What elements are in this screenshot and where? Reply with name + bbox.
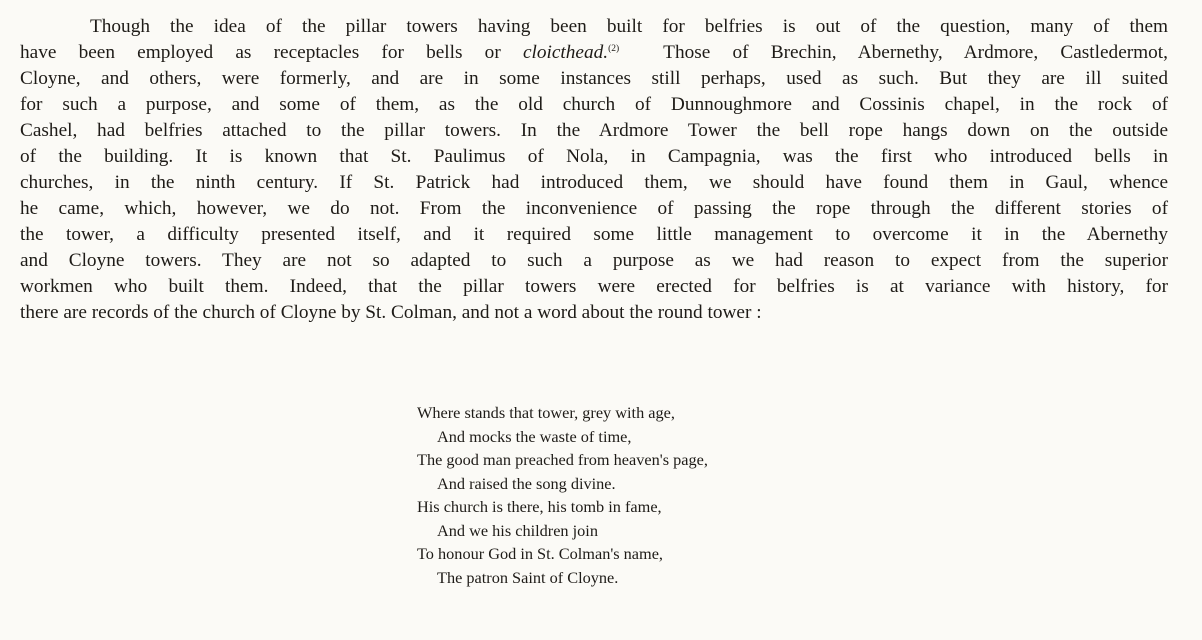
italic-term: cloicthead. [522, 42, 609, 63]
verse-line-4: And raised the song divine. [437, 473, 616, 493]
paragraph-line-2-end: Those of Brechin, Abernethy, Ardmore, Castledermot, [619, 42, 1168, 63]
paragraph-line-7: churches, in the ninth century. If St. Patrick had introduced them, we should have found them in Gaul, whence [20, 172, 1168, 193]
paragraph-line-9: the tower, a difficulty presented itself, and it required some little management to overcome it in the Abernethy [20, 224, 1168, 245]
paragraph-line-1: Though the idea of the pillar towers having been built for belfries is out of the question, many of them [90, 16, 1168, 37]
paragraph-line-5: Cashel, had belfries attached to the pillar towers. In the Ardmore Tower the bell rope hangs down on the outside [20, 120, 1168, 141]
verse-line-2: And mocks the waste of time, [437, 426, 632, 446]
verse-line-5: His church is there, his tomb in fame, [417, 497, 662, 516]
verse-line-7: To honour God in St. Colman's name, [417, 544, 663, 563]
paragraph-line-2-start: have been employed as receptacles for bells or [20, 42, 523, 63]
paragraph-line-6: of the building. It is known that St. Paulimus of Nola, in Campagnia, was the first who introduced bells in [20, 146, 1168, 167]
paragraph-line-8: he came, which, however, we do not. From the inconvenience of passing the rope through the different stories of [20, 198, 1168, 219]
paragraph-line-12: there are records of the church of Cloyne by St. Colman, and not a word about the round tower : [20, 302, 762, 323]
verse-line-1: Where stands that tower, grey with age, [417, 403, 675, 422]
paragraph-line-2 [20, 40, 1168, 66]
verse-line-3: The good man preached from heaven's page, [417, 450, 708, 469]
verse-line-8: The patron Saint of Cloyne. [437, 567, 619, 587]
verse-line-6: And we his children join [437, 520, 598, 540]
paragraph-line-11: workmen who built them. Indeed, that the pillar towers were erected for belfries is at variance with history, for [20, 276, 1168, 297]
paragraph-line-3: Cloyne, and others, were formerly, and are in some instances still perhaps, used as such. But they are ill suited [20, 68, 1168, 89]
body-paragraph [20, 14, 1168, 326]
paragraph-line-10: and Cloyne towers. They are not so adapted to such a purpose as we had reason to expect from the superior [20, 250, 1168, 271]
footnote-marker: (2) [608, 44, 620, 54]
paragraph-line-4: for such a purpose, and some of them, as the old church of Dunnoughmore and Cossinis chapel, in the rock of [20, 94, 1168, 115]
verse-block [417, 401, 708, 589]
